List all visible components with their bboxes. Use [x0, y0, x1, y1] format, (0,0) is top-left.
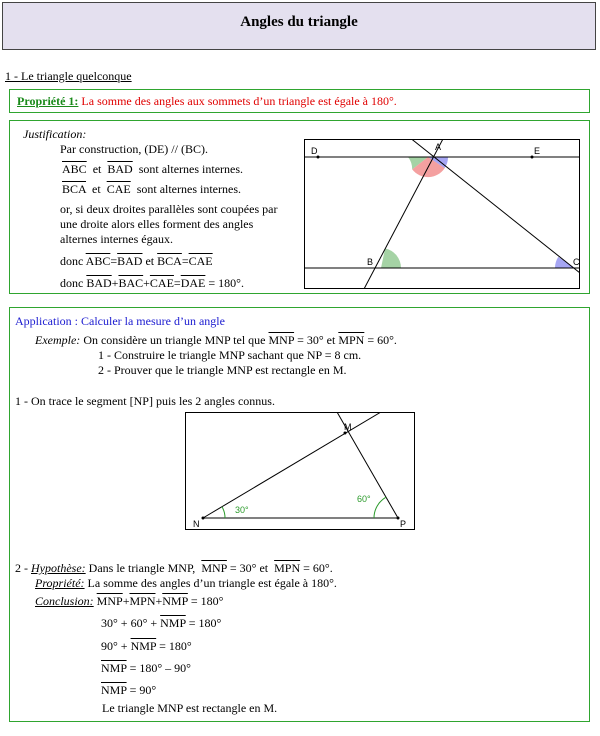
justification-line4: or, si deux droites parallèles sont coupées par: [60, 202, 278, 216]
angle-mnp: $\overline{MNP}$: [268, 333, 295, 347]
eq-sign: =: [173, 276, 181, 290]
angle-abc: $\overline{ABC}$: [85, 254, 111, 268]
angle-cae: $\overline{CAE}$: [106, 182, 131, 196]
figure-frame: [186, 413, 415, 530]
triangle-abc-figure: [304, 139, 580, 289]
page-title: Angles du triangle: [240, 14, 358, 30]
calc-result: = 180°: [188, 616, 222, 630]
angle-nmp: $\overline{NMP}$: [160, 616, 186, 630]
property-text: La somme des angles aux sommets d’un triangle est égale à 180°.: [81, 94, 397, 108]
property-box: [9, 89, 590, 113]
angle-nmp: $\overline{NMP}$: [101, 661, 127, 675]
label-d: D: [311, 146, 318, 156]
text-alternes: sont alternes internes.: [136, 182, 241, 196]
conclusion-label: Conclusion:: [35, 594, 94, 608]
angle-mnp: $\overline{MNP}$: [96, 594, 123, 608]
sum-result: = 180°.: [208, 276, 244, 290]
angle-bad: $\overline{BAD}$: [117, 254, 143, 268]
property-line-2: [35, 576, 337, 591]
question-1: 1 - Construire le triangle MNP sachant que NP = 8 cm.: [98, 348, 362, 362]
label-30: 30°: [235, 505, 249, 515]
plus-sign: +: [111, 276, 119, 290]
application-box: [9, 307, 590, 722]
justification-line2: [62, 162, 243, 177]
calc-text: 30° + 60° +: [101, 616, 158, 630]
example-text: On considère un triangle MNP tel que: [83, 333, 266, 347]
calc-line-1: [101, 616, 221, 631]
hypothesis-text: Dans le triangle MNP,: [88, 561, 196, 575]
calc-result: = 180° – 90°: [129, 661, 191, 675]
angle-bca: $\overline{BCA}$: [62, 182, 87, 196]
word-donc: donc: [60, 276, 84, 290]
hypothesis-label: Hypothèse:: [31, 561, 86, 575]
label-p: P: [400, 519, 407, 529]
question-2: 2 - Prouver que le triangle MNP est rectangle en M.: [98, 363, 347, 377]
hypothesis-value2: = 60°.: [303, 561, 333, 575]
hypothesis-value1: = 30° et: [229, 561, 269, 575]
step-1: 1 - On trace le segment [NP] puis les 2 angles connus.: [15, 394, 275, 408]
sum-value: = 180°: [190, 594, 224, 608]
property-text-2: La somme des angles d’un triangle est égale à 180°.: [87, 576, 337, 590]
section-heading: 1 - Le triangle quelconque: [5, 69, 132, 83]
triangle-mnp-figure: [185, 412, 415, 530]
property-label: Propriété 1:: [17, 94, 79, 108]
angle-cae: $\overline{CAE}$: [188, 254, 213, 268]
property-line: [17, 94, 397, 109]
justification-line1: Par construction, (DE) // (BC).: [60, 142, 208, 156]
calc-line-2: [101, 639, 192, 654]
example-value2: = 60°.: [367, 333, 397, 347]
calc-line-4: [101, 683, 156, 698]
step-2-number: 2 -: [15, 561, 28, 575]
conclusion-line: [35, 594, 223, 609]
label-b: B: [367, 257, 374, 267]
eq-sign: =: [181, 254, 189, 268]
word-et: et: [145, 254, 155, 268]
angle-nmp: $\overline{NMP}$: [162, 594, 188, 608]
word-et: et: [92, 162, 102, 176]
angle-bad: $\overline{BAD}$: [107, 162, 133, 176]
justification-line3: [62, 182, 241, 197]
angle-mnp: $\overline{MNP}$: [201, 561, 227, 575]
example-value1: = 30° et: [297, 333, 336, 347]
justification-box: [9, 120, 590, 294]
angle-mpn: $\overline{MPN}$: [129, 594, 156, 608]
label-c: C: [573, 257, 580, 267]
justification-line5: une droite alors elles forment des angles: [60, 217, 254, 231]
plus-sign: +: [122, 594, 130, 608]
justification-line6: alternes internes égaux.: [60, 232, 173, 246]
angle-mpn: $\overline{MPN}$: [338, 333, 365, 347]
angle-cae: $\overline{CAE}$: [149, 276, 174, 290]
label-60: 60°: [357, 494, 371, 504]
angle-nmp: $\overline{NMP}$: [130, 639, 157, 653]
property-label-2: Propriété:: [35, 576, 85, 590]
justification-line8: [60, 276, 244, 291]
word-donc: donc: [60, 254, 84, 268]
angle-bac: $\overline{BAC}$: [118, 276, 144, 290]
plus-sign: +: [143, 276, 150, 290]
calc-result: = 180°: [159, 639, 192, 653]
label-n: N: [193, 519, 200, 529]
angle-bca: $\overline{BCA}$: [157, 254, 182, 268]
hypothesis-line: [15, 561, 333, 576]
application-heading: Application : Calculer la mesure d’un angle: [15, 314, 225, 328]
angle-bad: $\overline{BAD}$: [86, 276, 112, 290]
example-line: [35, 333, 397, 348]
text-alternes: sont alternes internes.: [138, 162, 244, 176]
plus-sign: +: [155, 594, 163, 608]
word-et: et: [92, 182, 101, 196]
angle-abc: $\overline{ABC}$: [62, 162, 87, 176]
calc-text: 90° +: [101, 639, 128, 653]
angle-mpn: $\overline{MPN}$: [274, 561, 301, 575]
justification-line7: [60, 254, 213, 269]
final-conclusion: Le triangle MNP est rectangle en M.: [102, 701, 278, 715]
eq-sign: =: [110, 254, 118, 268]
angle-dae: $\overline{DAE}$: [180, 276, 206, 290]
label-e: E: [534, 146, 541, 156]
calc-result: = 90°: [129, 683, 157, 697]
label-m: M: [344, 422, 352, 432]
title-banner: [2, 2, 596, 50]
point-n: [202, 517, 205, 520]
justification-heading: Justification:: [23, 127, 87, 141]
calc-line-3: [101, 661, 191, 676]
angle-nmp: $\overline{NMP}$: [101, 683, 127, 697]
label-a: A: [435, 142, 442, 152]
example-label: Exemple:: [35, 333, 81, 347]
